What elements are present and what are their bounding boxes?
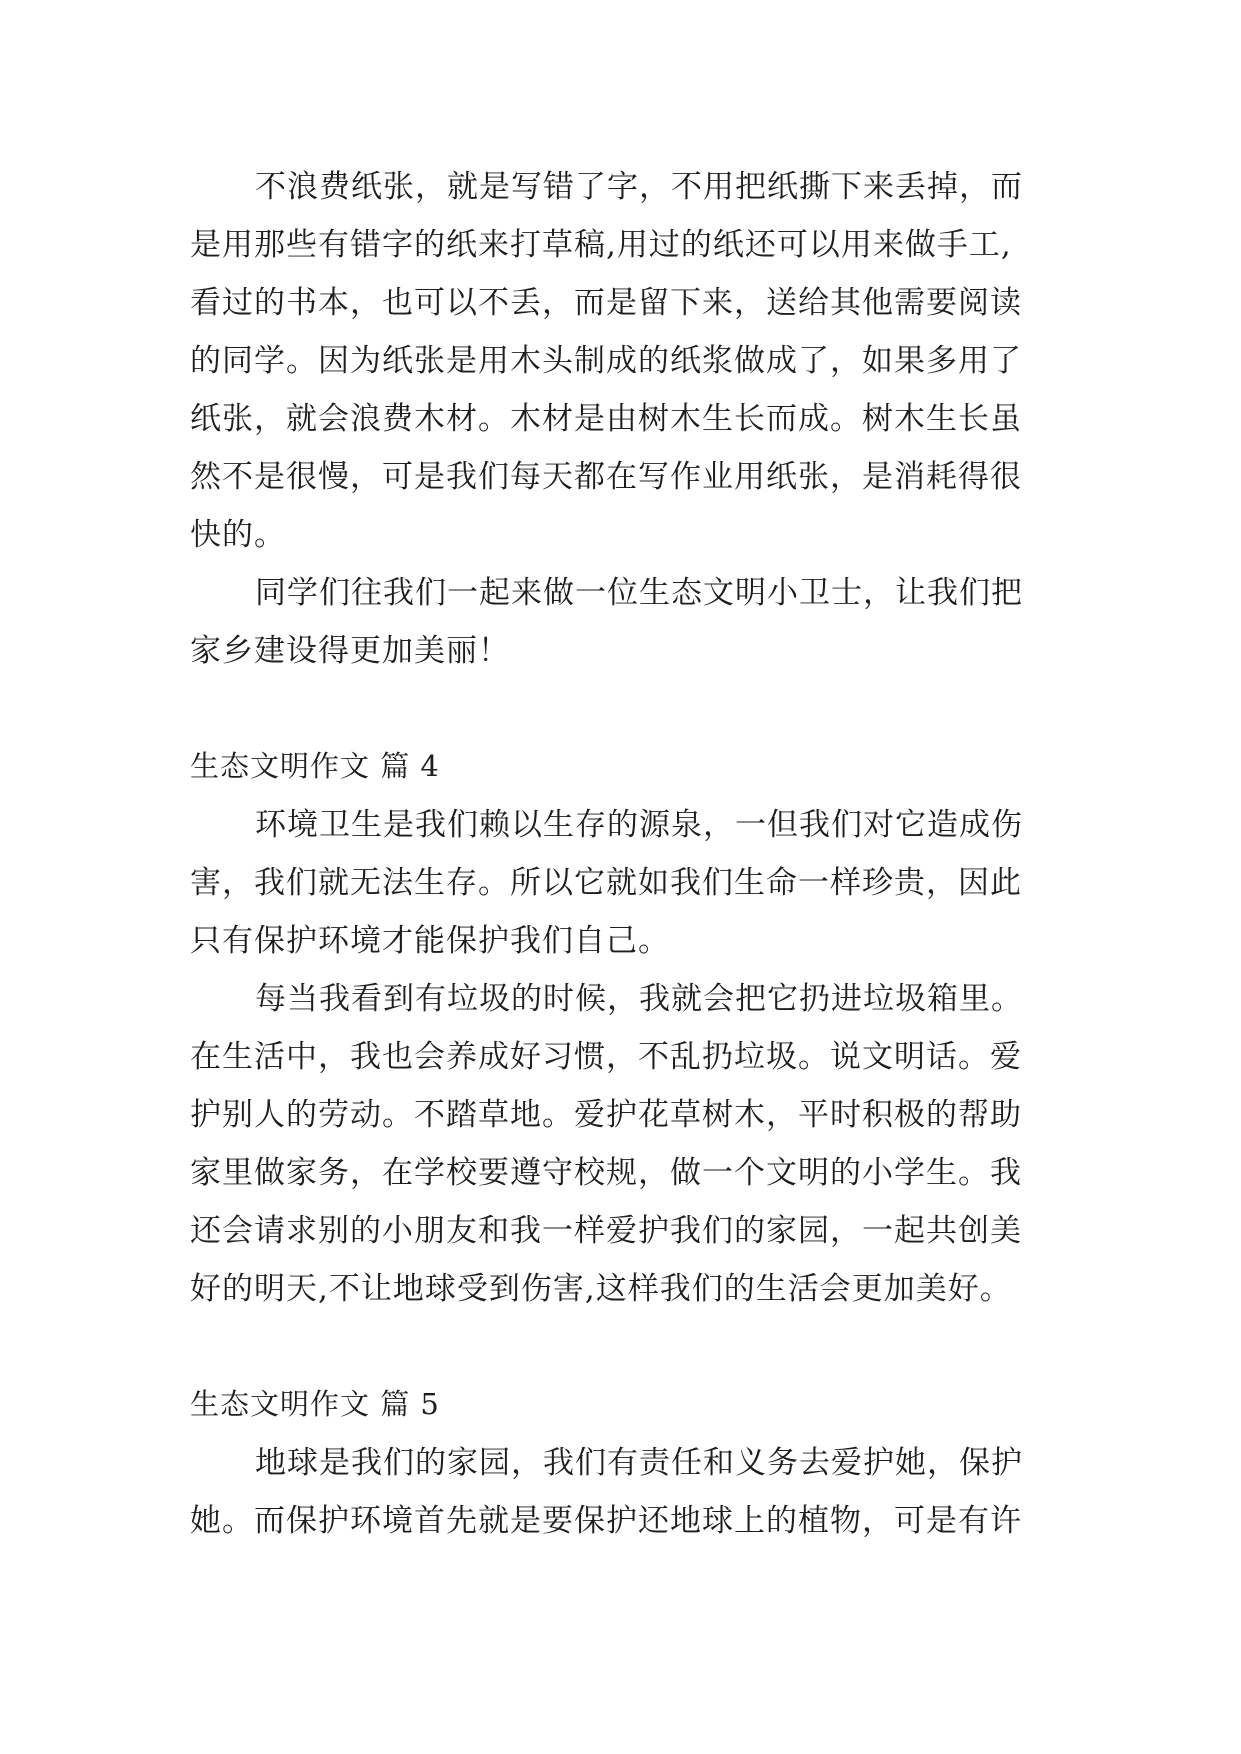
paragraph-line: 环境卫生是我们赖以生存的源泉，一但我们对它造成伤	[255, 807, 1023, 843]
paragraph-line: 不浪费纸张，就是写错了字，不用把纸撕下来丢掉，而	[255, 169, 1023, 205]
paragraph-line: 看过的书本，也可以不丢，而是留下来，送给其他需要阅读	[190, 285, 1022, 321]
paragraph-line: 然不是很慢，可是我们每天都在写作业用纸张，是消耗得很	[190, 459, 1022, 495]
paragraph-line: 还会请求别的小朋友和我一样爱护我们的家园，一起共创美	[190, 1213, 1022, 1249]
section-heading: 生态文明作文 篇 4	[190, 749, 440, 783]
paragraph-line: 她。而保护环境首先就是要保护还地球上的植物，可是有许	[190, 1503, 1022, 1539]
paragraph-line: 地球是我们的家园，我们有责任和义务去爱护她，保护	[255, 1445, 1023, 1481]
paragraph-line: 的同学。因为纸张是用木头制成的纸浆做成了，如果多用了	[190, 343, 1022, 379]
paragraph-line: 护别人的劳动。不踏草地。爱护花草树木，平时积极的帮助	[190, 1097, 1022, 1133]
paragraph-line: 好的明天,不让地球受到伤害,这样我们的生活会更加美好。	[190, 1271, 1012, 1307]
section-heading: 生态文明作文 篇 5	[190, 1387, 440, 1421]
paragraph-line: 是用那些有错字的纸来打草稿,用过的纸还可以用来做手工,	[190, 227, 1012, 263]
paragraph-line: 家里做家务，在学校要遵守校规，做一个文明的小学生。我	[190, 1155, 1022, 1191]
paragraph-line: 每当我看到有垃圾的时候，我就会把它扔进垃圾箱里。	[255, 981, 1023, 1017]
paragraph-line: 害，我们就无法生存。所以它就如我们生命一样珍贵，因此	[190, 865, 1022, 901]
paragraph-line: 纸张，就会浪费木材。木材是由树木生长而成。树木生长虽	[190, 401, 1022, 437]
paragraph-line: 快的。	[190, 517, 286, 553]
paragraph-line: 同学们往我们一起来做一位生态文明小卫士，让我们把	[255, 575, 1023, 611]
paragraph-line: 家乡建设得更加美丽！	[190, 633, 510, 669]
paragraph-line: 在生活中，我也会养成好习惯，不乱扔垃圾。说文明话。爱	[190, 1039, 1022, 1075]
paragraph-line: 只有保护环境才能保护我们自己。	[190, 923, 670, 959]
